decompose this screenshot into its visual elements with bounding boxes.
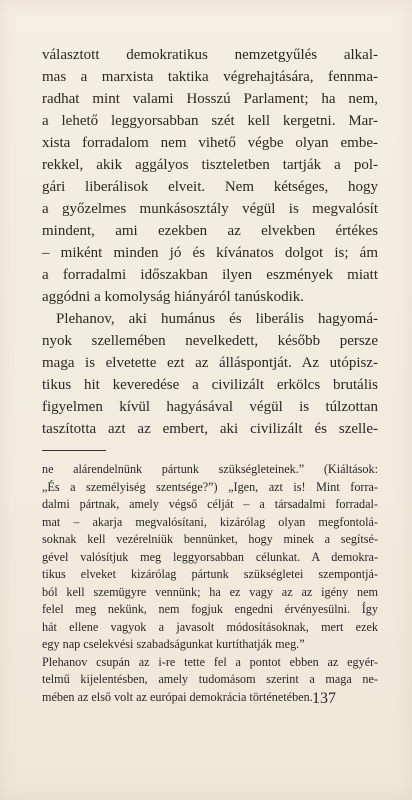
footnote-line: gével valósítjuk meg leggyorsabban célunkat. A demokra- <box>42 549 378 564</box>
main-text-line: mindent, ami ezekben az elvekben értékes <box>42 223 378 239</box>
main-text-line: aggódni a komolyság hiányáról tanúskodik. <box>42 289 305 305</box>
footnote-line: egy nap cselekvési szabadságunkat kurtíthatják meg.” <box>42 637 305 651</box>
footnote-line: tikus elveket kizárólag pártunk szükségletei szempontjá- <box>42 567 378 581</box>
main-text-line: maga is elvetette ezt az álláspontját. Az utópisz- <box>42 355 378 371</box>
footnote-line: dalmi pártnak, amely végső célját – a társadalmi forradal- <box>42 497 378 511</box>
footnote-block <box>42 461 378 706</box>
footnote-line: hát ellene vagyok a javasolt módosításoknak, mert ezek <box>42 619 378 634</box>
page-number: 137 <box>312 690 336 707</box>
footnote-divider <box>42 450 106 451</box>
main-text-line: a forradalmi időszakban ilyen eszmények miatt <box>42 267 378 283</box>
main-text-line: radhat mint valami Hosszú Parlament; ha nem, <box>42 91 378 107</box>
main-text-line: mas a marxista taktika végrehajtására, fennma- <box>42 69 378 85</box>
main-text-block <box>42 44 378 440</box>
main-text-line: taszította azt az embert, aki civilizált és szelle- <box>42 421 378 437</box>
main-text-line: tikus hit keveredése a civilizált erkölcs brutális <box>42 377 378 393</box>
footnote-line: Plehanov csupán az i-re tette fel a pontot ebben az egyér- <box>42 654 378 669</box>
footnote-line: ne alárendelnünk pártunk szükségleteinek.” (Kiáltások: <box>42 462 378 476</box>
main-text-line: figyelmen kívül hagyásával végül is túlzottan <box>42 399 378 415</box>
main-text-line: a győzelmes munkásosztály végül is megvalósít <box>42 201 378 217</box>
main-text-line: a lehető leggyorsabban szét kell kergetni. Mar- <box>42 113 378 129</box>
main-text-line: rekkel, akik aggályos tiszteletben tartják a pol- <box>42 157 378 173</box>
main-text-line: Plehanov, aki humánus és liberális hagyomá- <box>56 311 378 327</box>
footnote-line: felel meg nekünk, nem fogjuk engedni érvényesülni. Így <box>42 602 378 616</box>
footnote-line: mat – akarja megvalósítani, kizárólag olyan megfontolá- <box>42 514 378 529</box>
footnote-line: telmű kijelentésben, amely tudomásom szerint a maga ne- <box>42 672 378 686</box>
main-text-line: xista forradalom nem vihető végbe olyan embe- <box>42 135 378 151</box>
footnote-line: mében az első volt az európai demokrácia történetében. <box>42 689 313 704</box>
main-text-line: választott demokratikus nemzetgyűlés alkal- <box>42 47 378 63</box>
footnote-line: soknak kell vezérelniük bennünket, hogy minek a segítsé- <box>42 532 378 546</box>
main-text-line: gári liberálisok elveit. Nem kétséges, hogy <box>42 179 378 195</box>
footnote-line: ból kell szemügyre vennünk; ha ez vagy az az igény nem <box>42 584 378 599</box>
main-text-line: nyok szellemében nevelkedett, később persze <box>42 333 378 349</box>
footnote-line: „És a személyiség szentsége?”) „Igen, azt is! Mint forra- <box>42 479 378 494</box>
main-text-line: – miként minden jó és kívánatos dolgot is; ám <box>42 245 378 261</box>
